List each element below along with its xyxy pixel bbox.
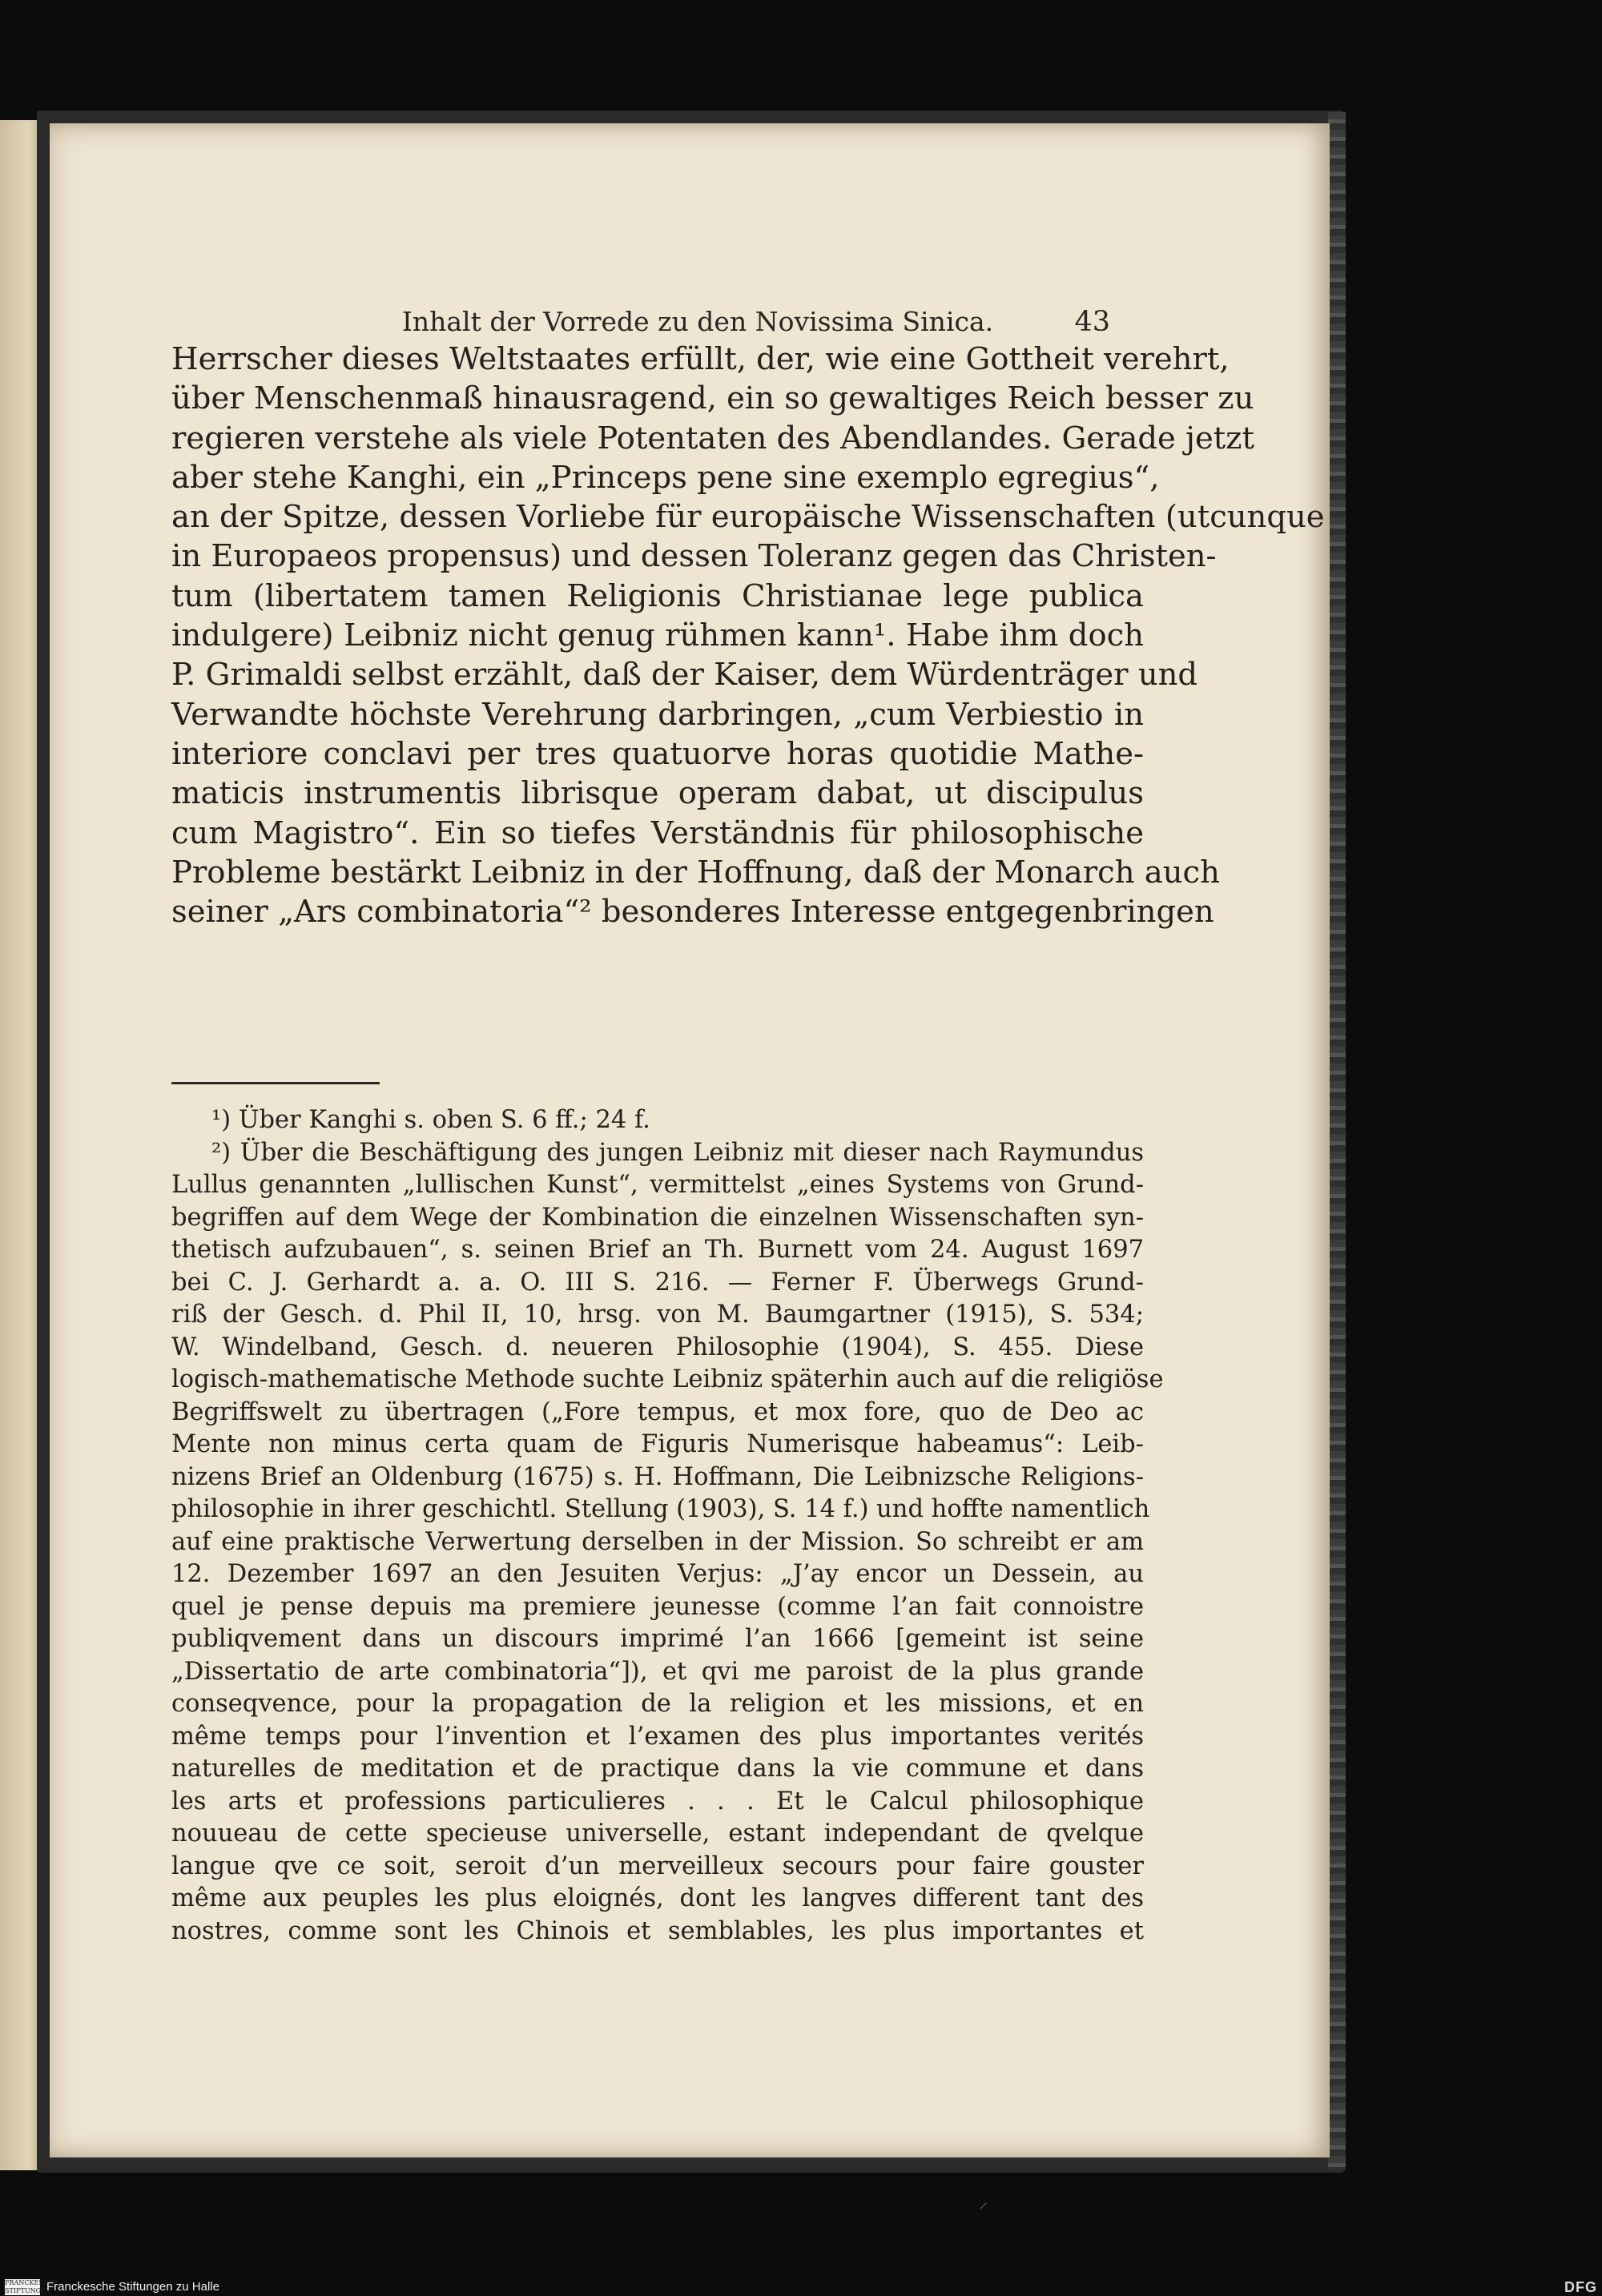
body-line: indulgere) Leibniz nicht genug rühmen kann¹. Habe ihm doch (171, 617, 1144, 654)
footnote-line: bei C. J. Gerhardt a. a. O. III S. 216. — Ferner F. Überwegs Grund- (171, 1268, 1144, 1297)
footer-bar (0, 2278, 1602, 2296)
institution-label: Franckesche Stiftungen zu Halle (46, 2280, 219, 2294)
footnote-line: auf eine praktische Verwertung derselben in der Mission. So schreibt er am (171, 1527, 1144, 1556)
footnote-2: ²) Über die Beschäftigung des jungen Leibniz mit dieser nach Raymundus (211, 1138, 1144, 1167)
running-head: Inhalt der Vorrede zu den Novissima Sinica. (401, 306, 994, 337)
dfg-logo: DFG (1564, 2279, 1597, 2295)
body-line: maticis instrumentis librisque operam dabat, ut discipulus (171, 775, 1144, 812)
institution-logo: FRANCKESCHE STIFTUNGEN (5, 2279, 58, 2294)
body-line: cum Magistro“. Ein so tiefes Verständnis für philosophische (171, 814, 1144, 851)
body-line: tum (libertatem tamen Religionis Christianae lege publica (171, 577, 1144, 614)
body-line: Probleme bestärkt Leibniz in der Hoffnung, daß der Monarch auch (171, 854, 1220, 891)
footnote-line: Begriffswelt zu übertragen („Fore tempus, et mox fore, quo de Deo ac (171, 1397, 1144, 1426)
book-page (50, 123, 1330, 2213)
footnote-line: begriffen auf dem Wege der Kombination die einzelnen Wissenschaften syn- (171, 1203, 1144, 1232)
body-line: P. Grimaldi selbst erzählt, daß der Kaiser, dem Würdenträger und (171, 657, 1198, 694)
footnote-line: nouueau de cette specieuse universelle, estant independant de qvelque (171, 1820, 1144, 1848)
cover-edge (1328, 112, 1346, 2170)
footnote-line: W. Windelband, Gesch. d. neueren Philosophie (1904), S. 455. Diese (171, 1333, 1144, 1361)
body-line: aber stehe Kanghi, ein „Princeps pene sine exemplo egregius“, (171, 459, 1160, 496)
footnote-line: langue qve ce soit, seroit d’un merveilleux secours pour faire gouster (171, 1852, 1144, 1880)
body-line: in Europaeos propensus) und dessen Toleranz gegen das Christen- (171, 538, 1217, 575)
body-line: Verwandte höchste Verehrung darbringen, „cum Verbiestio in (171, 696, 1144, 733)
footnote-line: Mente non minus certa quam de Figuris Numerisque habeamus“: Leib- (171, 1430, 1144, 1458)
footnote-line: Lullus genannten „lullischen Kunst“, vermittelst „eines Systems von Grund- (171, 1171, 1144, 1199)
footnote-line: les arts et professions particulieres . . . Et le Calcul philosophique (171, 1787, 1144, 1815)
footnote-line: nostres, comme sont les Chinois et semblables, les plus importantes et (171, 1916, 1144, 1945)
footnote-line: thetisch aufzubauen“, s. seinen Brief an Th. Burnett vom 24. August 1697 (171, 1236, 1144, 1264)
footnote-line: même aux peuples les plus eloignés, dont les langves different tant des (171, 1884, 1144, 1912)
footnote-1: ¹) Über Kanghi s. oben S. 6 ff.; 24 f. (211, 1106, 650, 1134)
body-line: interiore conclavi per tres quatuorve horas quotidie Mathe- (171, 735, 1144, 772)
footnote-line: riß der Gesch. d. Phil II, 10, hrsg. von M. Baumgartner (1915), S. 534; (171, 1301, 1144, 1329)
footnote-rule (171, 1082, 380, 1084)
pencil-mark-icon: ⸝ (979, 2193, 988, 2213)
body-line: über Menschenmaß hinausragend, ein so gewaltiges Reich besser zu (171, 380, 1254, 417)
footnote-line: publiqvement dans un discours imprimé l’an 1666 [gemeint ist seine (171, 1625, 1144, 1653)
footnote-line: „Dissertatio de arte combinatoria“]), et qvi me paroist de la plus grande (171, 1657, 1144, 1686)
footnote-line: naturelles de meditation et de practique dans la vie commune et dans (171, 1755, 1144, 1783)
footnote-line: même temps pour l’invention et l’examen des plus importantes verités (171, 1722, 1144, 1751)
footnote-line: conseqvence, pour la propagation de la religion et les missions, et en (171, 1690, 1144, 1718)
body-line: seiner „Ars combinatoria“² besonderes Interesse entgegenbringen (171, 894, 1214, 931)
body-text (171, 340, 1325, 931)
body-line: regieren verstehe als viele Potentaten des Abendlandes. Gerade jetzt (171, 420, 1254, 456)
body-line: an der Spitze, dessen Vorliebe für europäische Wissenschaften (utcunque (171, 499, 1325, 536)
footnotes (171, 1104, 1164, 1948)
footnote-line: logisch-mathematische Methode suchte Leibniz späterhin auch auf die religiöse (171, 1365, 1164, 1393)
body-line: Herrscher dieses Weltstaates erfüllt, der, wie eine Gottheit verehrt, (171, 341, 1230, 377)
footnote-line: 12. Dezember 1697 an den Jesuiten Verjus: „J’ay encor un Dessein, au (171, 1560, 1144, 1588)
footnote-line: quel je pense depuis ma premiere jeunesse (comme l’an fait connoistre (171, 1592, 1144, 1621)
footnote-line: philosophie in ihrer geschichtl. Stellung (1903), S. 14 f.) und hoffte namentlich (171, 1495, 1150, 1523)
page-number: 43 (1074, 306, 1110, 338)
footnote-line: nizens Brief an Oldenburg (1675) s. H. Hoffmann, Die Leibnizsche Religions- (171, 1462, 1144, 1491)
